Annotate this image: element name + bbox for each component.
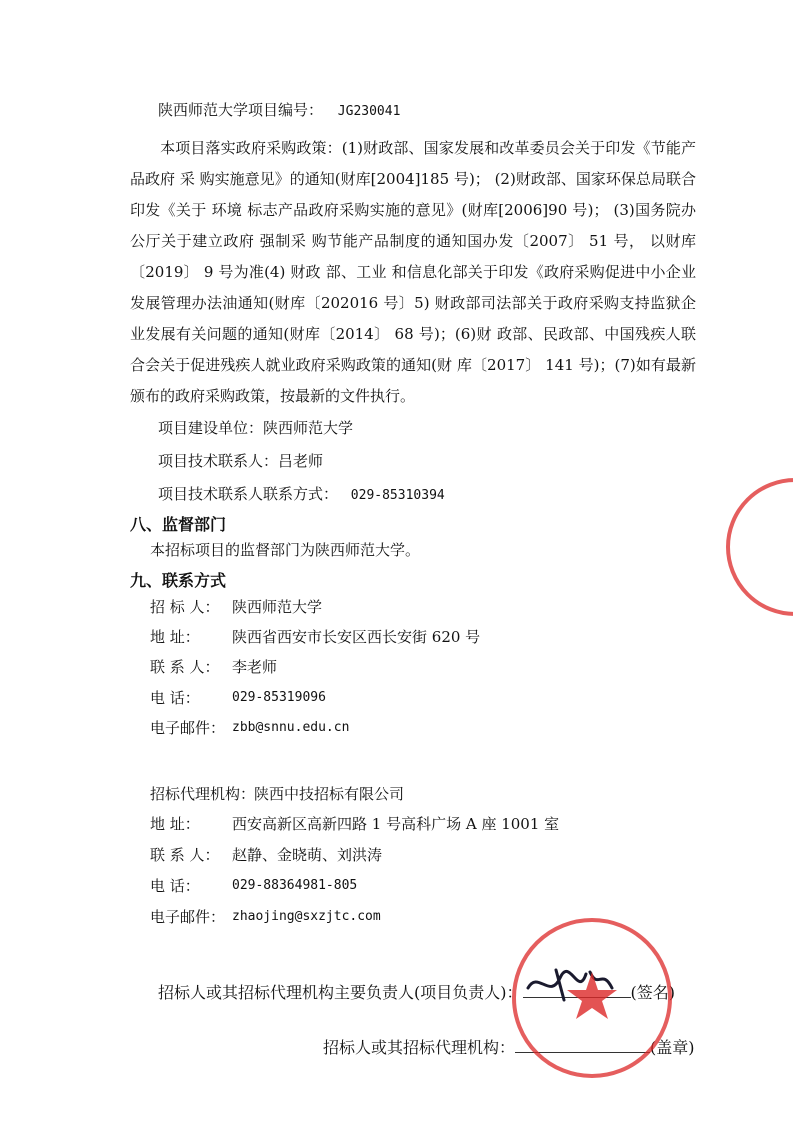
handwritten-signature: [520, 960, 620, 1010]
tenderer-email-row: [150, 718, 349, 738]
tenderer-name-value: 陕西师范大学: [232, 598, 323, 616]
agency-phone-row: [150, 876, 357, 896]
signature-line-1-label: 招标人或其招标代理机构主要负责人(项目负责人)：: [158, 983, 523, 1002]
technical-contact-line: 项目技术联系人：吕老师: [158, 452, 324, 470]
policy-text: 本项目落实政府采购政策：(1)财政部、国家发展和改革委员会关于印发《节能产品政府 采 购实施意见》的通知(财库[2004]185 号)； (2)财政部、国家环保总局联合印发《关于 环境 标志产品政府采购实施的意见》(财库[2006]90 号)； (3)国务院办公厅关于建立政府 强制采 购节能产品制度的通知国办发〔2007〕 51 号， 以财库〔2019〕 9 号为准(4) 财政 部、工业 和信息化部关于印发《政府采购促进中小企业发展管理办法油通知(财库〔202016 号〕5) 财政部司法部关于政府采购支持监狱企业发展有关问题的通知(财库〔2014〕 68 号)；(6)财 政部、民政部、中国残疾人联合会关于促进残疾人就业政府采购政策的通知(财 库〔2017〕 141 号)；(7)如有最新颁布的政府采购政策，按最新的文件执行。: [130, 139, 696, 405]
tenderer-name-label: 招 标 人：: [150, 598, 220, 616]
tenderer-email-value: zbb@snnu.edu.cn: [232, 720, 350, 735]
agency-person-value: 赵静、金晓萌、刘洪涛: [232, 846, 383, 864]
agency-email-value: zhaojing@sxzjtc.com: [232, 909, 381, 924]
technical-contact-phone-line: [158, 484, 445, 506]
section-9-title: 九、联系方式: [130, 571, 227, 590]
signature-line-2: [323, 1035, 695, 1058]
tenderer-person-value: 李老师: [232, 658, 278, 676]
technical-contact-phone-label: 项目技术联系人联系方式：: [158, 485, 339, 503]
tenderer-person-row: [150, 657, 277, 677]
tenderer-phone-label: 电 话：: [150, 689, 200, 707]
agency-name-row: [150, 784, 404, 804]
technical-contact-phone-value: 029-85310394: [350, 488, 445, 503]
project-number-value: JG230041: [337, 104, 401, 119]
agency-person-row: [150, 845, 382, 865]
tenderer-phone-value: 029-85319096: [232, 690, 326, 705]
agency-address-row: [150, 814, 559, 834]
agency-address-label: 地 址：: [150, 815, 200, 833]
section-8-title: 八、监督部门: [130, 515, 227, 534]
agency-phone-label: 电 话：: [150, 877, 200, 895]
tenderer-address-label: 地 址：: [150, 628, 200, 646]
tenderer-address-row: [150, 627, 480, 647]
tenderer-name-row: [150, 597, 322, 617]
signature-line-1-suffix: (签名): [630, 983, 675, 1002]
agency-name-label: 招标代理机构：: [150, 785, 256, 803]
tenderer-phone-row: [150, 688, 326, 708]
signature-line-2-suffix: (盖章): [650, 1038, 695, 1057]
construction-unit-line: 项目建设单位：陕西师范大学: [158, 419, 354, 437]
procurement-policy-paragraph: [130, 133, 696, 412]
agency-email-row: [150, 907, 381, 927]
project-number-label: 陕西师范大学项目编号：: [158, 101, 324, 119]
partial-seal-right: [726, 478, 793, 616]
tenderer-person-label: 联 系 人：: [150, 658, 220, 676]
signature-blank-2: [515, 1036, 650, 1053]
agency-address-value: 西安高新区高新四路 1 号高科广场 A 座 1001 室: [232, 815, 560, 833]
project-number-line: [158, 100, 400, 122]
agency-phone-value: 029-88364981-805: [232, 878, 358, 893]
signature-line-2-label: 招标人或其招标代理机构：: [323, 1038, 516, 1057]
tenderer-address-value: 陕西省西安市长安区西长安街 620 号: [232, 628, 481, 646]
tenderer-email-label: 电子邮件：: [150, 719, 226, 737]
agency-email-label: 电子邮件：: [150, 908, 226, 926]
section-8-body: 本招标项目的监督部门为陕西师范大学。: [150, 541, 421, 559]
agency-name-value: 陕西中技招标有限公司: [254, 785, 405, 803]
agency-person-label: 联 系 人：: [150, 846, 220, 864]
